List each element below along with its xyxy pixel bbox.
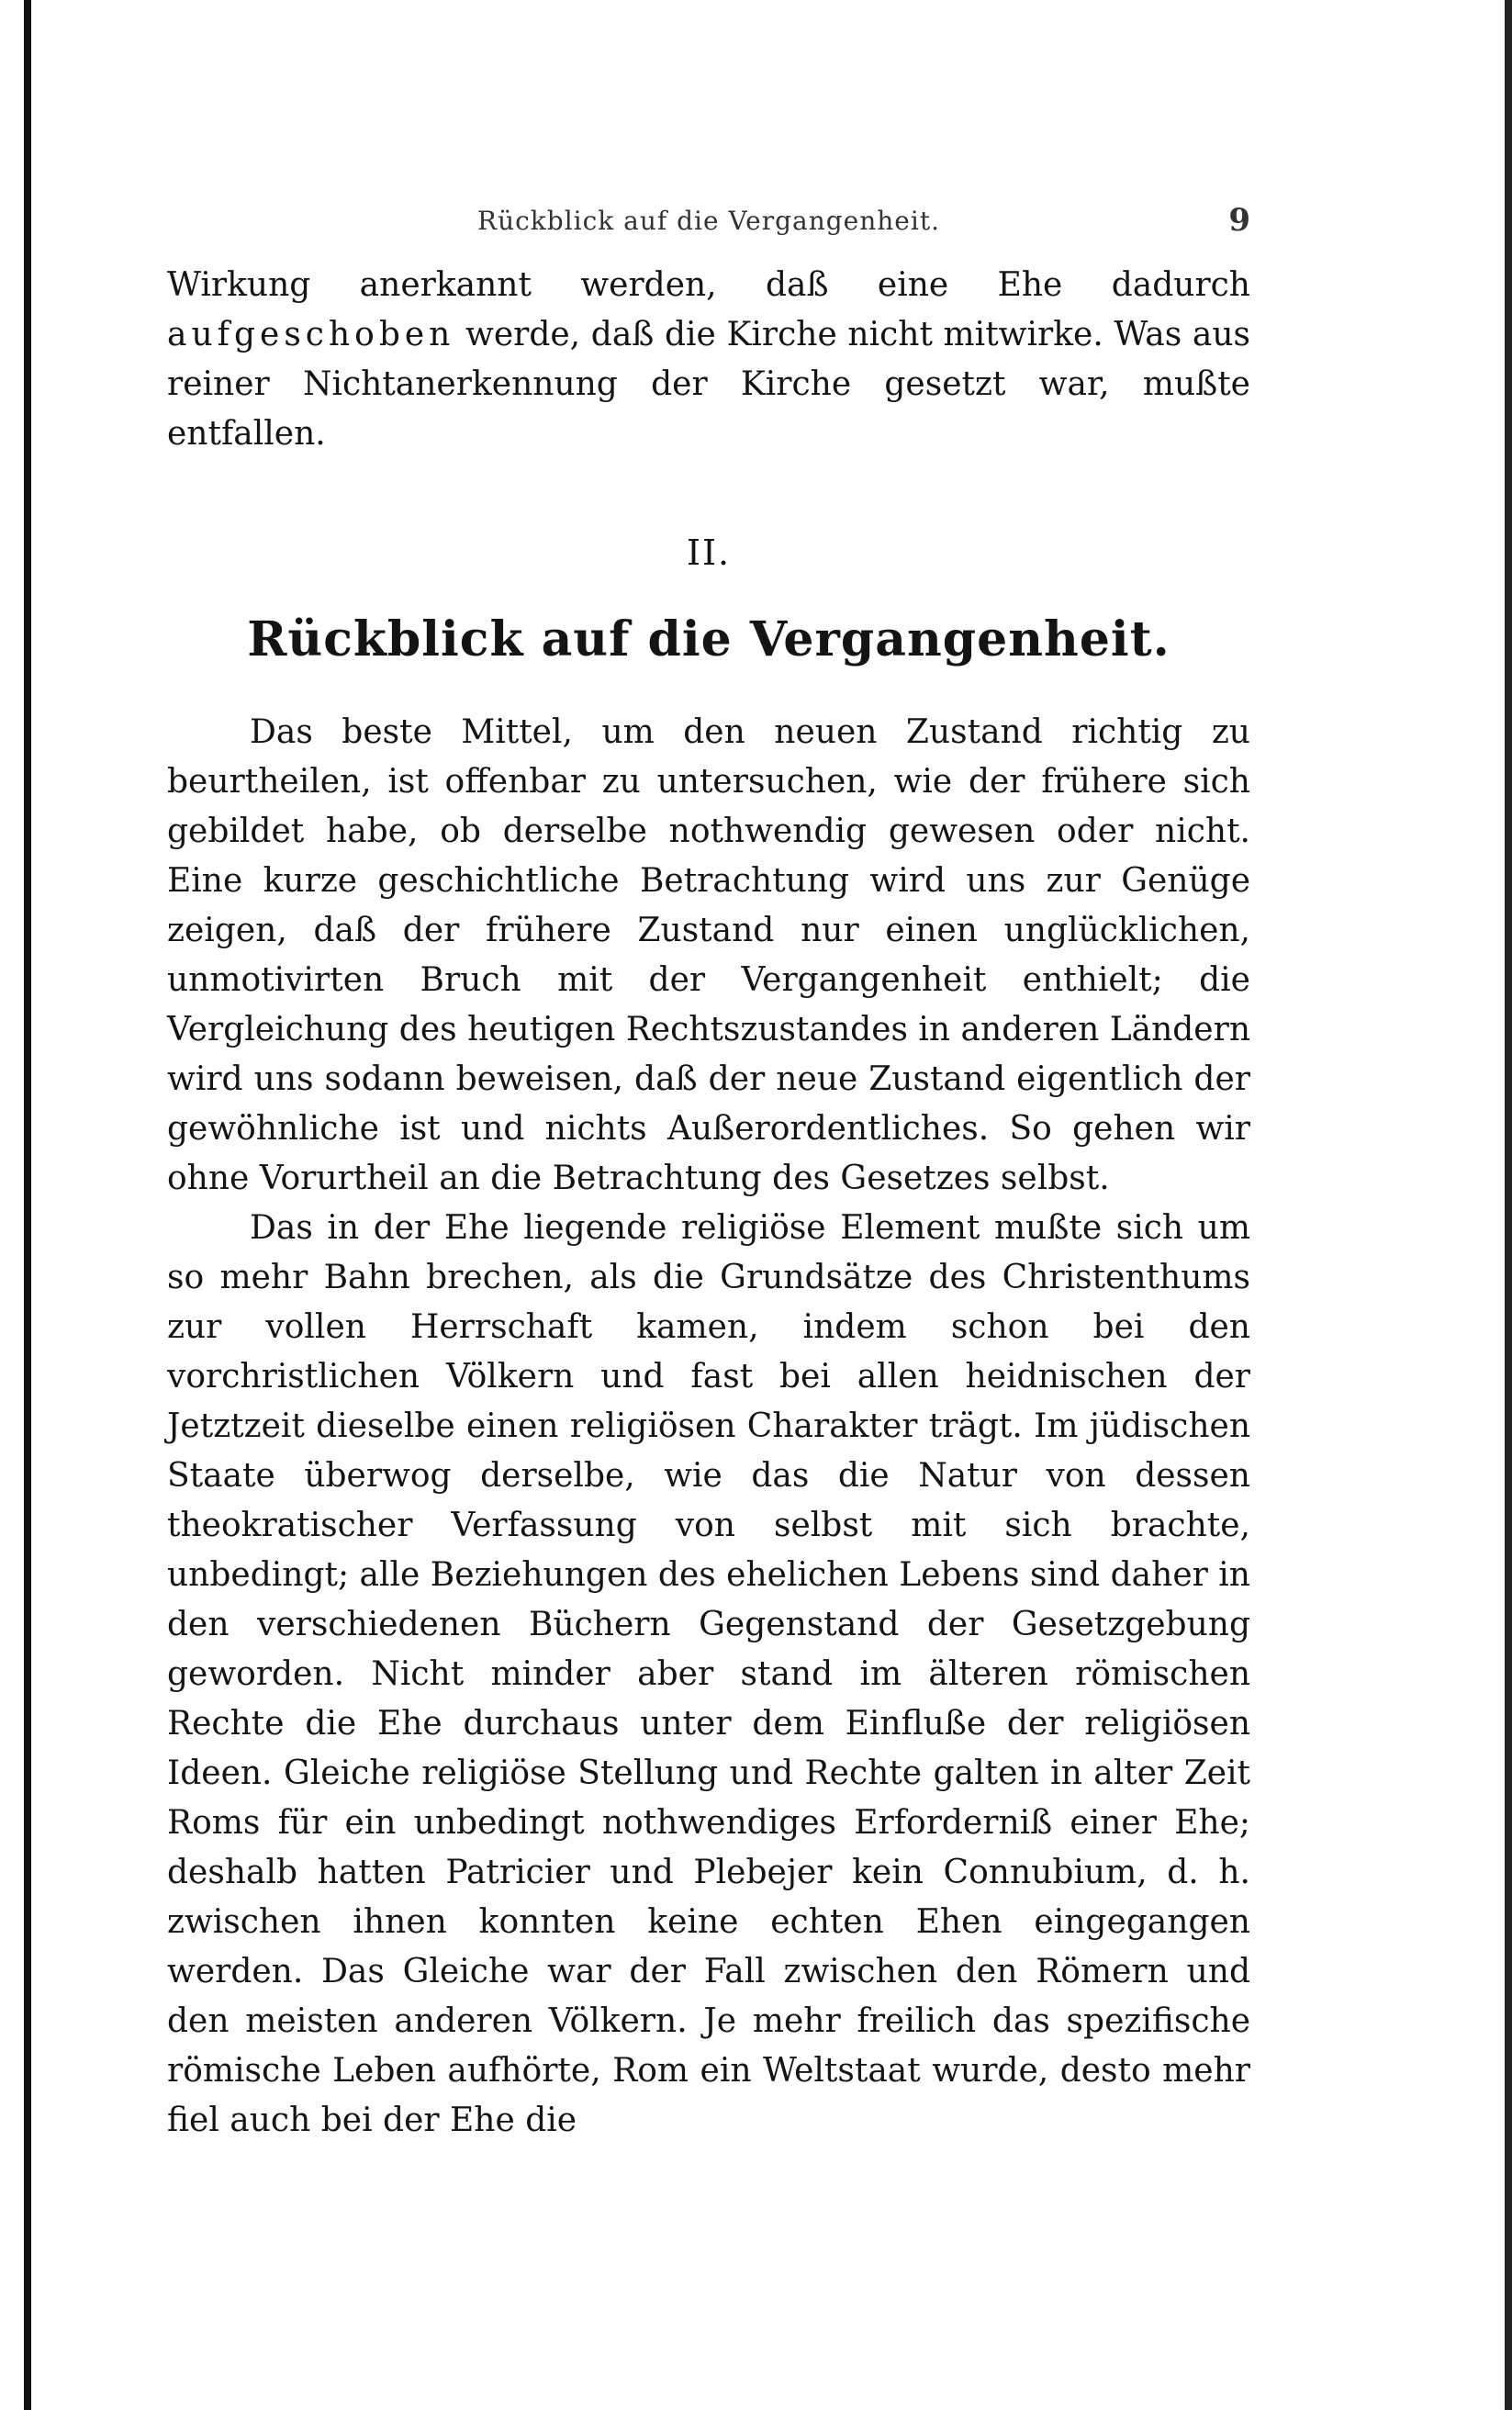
paragraph-continuation-text-b: werde, daß die Kirche nicht mitwirke. Was aus reiner Nichtanerkennung der Kirche gesetzt war, mußte entfallen. <box>167 316 1250 453</box>
section-title: Rückblick auf die Vergangenheit. <box>247 611 1170 667</box>
section-numeral: II. <box>686 532 732 573</box>
paragraph-continuation <box>167 261 1250 459</box>
paragraph-2: Das in der Ehe liegende religiöse Element mußte sich um so mehr Bahn brechen, als die Grundsätze des Christenthums zur vollen Herrschaft kamen, indem schon bei den vorchristlichen Völkern und fast bei allen heidnischen der Jetztzeit dieselbe einen religiösen Charakter trägt. Im jüdischen Staate überwog derselbe, wie das die Natur von dessen theokratischer Verfassung von selbst mit sich brachte, unbedingt; alle Beziehungen des ehelichen Lebens sind daher in den verschiedenen Büchern Gegenstand der Gesetzgebung geworden. Nicht minder aber stand im älteren römischen Rechte die Ehe durchaus unter dem Einfluße der religiösen Ideen. Gleiche religiöse Stellung und Rechte galten in alter Zeit Roms für ein unbedingt nothwendiges Erforderniß einer Ehe; deshalb hatten Patricier und Plebejer kein Connubium, d. h. zwischen ihnen konnten keine echten Ehen eingegangen werden. Das Gleiche war der Fall zwischen den Römern und den meisten anderen Völkern. Je mehr freilich das spezifische römische Leben aufhörte, Rom ein Weltstaat wurde, desto mehr fiel auch bei der Ehe die <box>167 1209 1250 2139</box>
scan-edge-left <box>24 0 31 2410</box>
emphasized-word: aufgeschoben <box>167 316 455 353</box>
book-page <box>167 193 1250 2378</box>
page-header <box>167 193 1250 248</box>
paragraph-1: Das beste Mittel, um den neuen Zustand richtig zu beurtheilen, ist offenbar zu untersuchen, wie der frühere sich gebildet habe, ob derselbe nothwendig gewesen oder nicht. Eine kurze geschichtliche Betrachtung wird uns zur Genüge zeigen, daß der frühere Zustand nur einen unglücklichen, unmotivirten Bruch mit der Vergangenheit enthielt; die Vergleichung des heutigen Rechtszustandes in anderen Ländern wird uns sodann beweisen, daß der neue Zustand eigentlich der gewöhnliche ist und nichts Außerordentliches. So gehen wir ohne Vorurtheil an die Betrachtung des Gesetzes selbst. <box>167 713 1250 1197</box>
page-number: 9 <box>1228 202 1250 239</box>
running-title: Rückblick auf die Vergangenheit. <box>477 206 940 236</box>
paragraph-continuation-text-a: Wirkung anerkannt werden, daß eine Ehe dadurch <box>167 266 1250 304</box>
scan-edge-right <box>1505 0 1512 2410</box>
